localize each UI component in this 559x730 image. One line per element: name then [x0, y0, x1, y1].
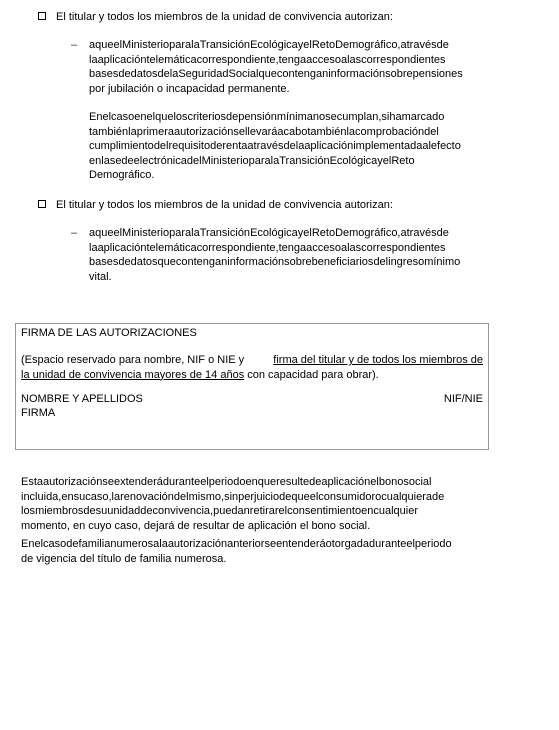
authorization-2-label: El titular y todos los miembros de la unidad de convivencia autorizan: — [56, 199, 393, 211]
word: el — [303, 227, 312, 239]
word: correspondiente, — [196, 53, 279, 66]
word: los — [173, 111, 188, 123]
word: autorización — [174, 125, 234, 138]
word: a — [89, 39, 96, 51]
word: Social — [228, 68, 259, 80]
word: la — [128, 125, 137, 138]
nif-label: NIF/NIE — [443, 393, 483, 405]
word: la — [89, 53, 98, 66]
word: bono — [378, 476, 404, 488]
word: llevará — [244, 125, 278, 138]
word: de — [436, 39, 449, 51]
word: caso, — [85, 490, 112, 503]
word: de — [118, 256, 131, 268]
word: periodo — [414, 538, 452, 550]
word: anterior — [227, 538, 265, 550]
word: sede — [109, 154, 134, 167]
word: a — [400, 227, 407, 239]
last-line: vital. — [89, 270, 112, 283]
word: Ministerio — [122, 39, 170, 51]
desc-suffix: con capacidad para obrar). — [244, 368, 379, 381]
word: Seguridad — [178, 68, 229, 80]
justified-line — [21, 504, 498, 519]
word: a — [400, 39, 407, 51]
word: la — [191, 227, 200, 239]
word: incluida, — [21, 490, 62, 503]
word: se — [102, 476, 114, 488]
word: de — [83, 505, 96, 517]
word: a — [340, 241, 348, 254]
authorization-1-item — [89, 38, 498, 96]
word: Esta — [21, 476, 44, 488]
firma-label: FIRMA — [21, 407, 56, 419]
word: a — [340, 53, 348, 66]
justified-line — [89, 255, 498, 270]
word: el — [113, 227, 123, 239]
signature-title: FIRMA DE LAS AUTORIZACIONES — [21, 327, 197, 339]
word: Ecológica — [329, 154, 378, 167]
word: su — [73, 490, 86, 503]
word: de — [436, 227, 449, 239]
word: correspondientes — [361, 241, 446, 254]
word: otorgada — [325, 538, 370, 550]
desc-prefix: (Espacio reservado para nombre, NIF o NIE y — [21, 354, 248, 366]
word: perjuicio — [238, 490, 280, 503]
word: efecto — [430, 140, 461, 152]
word: que — [155, 111, 174, 123]
word: mínimo — [424, 256, 461, 268]
word: el — [370, 476, 379, 488]
word: aplicación — [321, 476, 371, 488]
word: también — [307, 125, 347, 138]
word: marcado — [401, 111, 445, 123]
word: caso — [111, 111, 135, 123]
word: que — [291, 490, 310, 503]
justified-line — [89, 53, 498, 68]
word: se — [264, 538, 277, 550]
word: Reto — [311, 39, 336, 51]
word: Ministerio — [201, 154, 249, 167]
word: periodo — [208, 476, 246, 488]
word: pensión — [238, 111, 277, 123]
word: beneficiarios — [311, 256, 374, 268]
authorization-2-checkbox[interactable] — [38, 200, 46, 208]
footer-paragraph-1 — [21, 475, 498, 533]
word: y — [297, 227, 304, 239]
word: el — [278, 505, 288, 517]
word: aplicación — [97, 53, 147, 66]
last-line: de vigencia del título de familia numerosa. — [21, 552, 227, 565]
word: autorización — [43, 476, 103, 488]
word: la — [89, 241, 98, 254]
word: comprobación — [355, 125, 425, 138]
word: Ecológica — [250, 227, 298, 239]
word: no — [312, 111, 326, 123]
word: correspondientes — [361, 53, 446, 66]
justified-line — [89, 241, 498, 256]
word: del — [153, 140, 169, 152]
word: tenga — [278, 53, 307, 66]
word: y — [297, 39, 304, 51]
word: Transición — [279, 154, 330, 167]
word: primera — [136, 125, 174, 138]
word: telemática — [146, 53, 197, 66]
word: Transición — [199, 227, 251, 239]
word: las — [347, 53, 362, 66]
authorization-1-note — [89, 110, 498, 183]
word: a — [89, 227, 96, 239]
word: la — [191, 39, 200, 51]
word: ha — [389, 111, 402, 123]
word: a — [247, 140, 254, 152]
justified-line — [89, 67, 498, 82]
word: del — [173, 490, 189, 503]
word: cumplimiento — [89, 140, 154, 152]
word: convivencia, — [152, 505, 214, 517]
word: social — [403, 476, 432, 488]
last-line: Demográfico. — [89, 169, 155, 181]
name-label: NOMBRE Y APELLIDOS — [21, 393, 143, 405]
word: través — [406, 227, 437, 239]
justified-line — [21, 475, 498, 490]
word: extenderá — [113, 476, 163, 488]
justified-line — [21, 537, 498, 552]
word: de — [226, 111, 239, 123]
word: consumidor — [318, 490, 376, 503]
word: acceso — [306, 241, 341, 254]
word: el — [406, 538, 415, 550]
word: durante — [162, 476, 201, 488]
word: contengan — [175, 256, 228, 268]
word: bases — [89, 256, 119, 268]
word: la — [101, 154, 110, 167]
word: sobre — [385, 68, 413, 80]
word: acceso — [306, 53, 341, 66]
word: aplicación — [304, 140, 354, 152]
word: de — [279, 490, 292, 503]
word: numerosa — [110, 538, 160, 550]
word: se — [233, 125, 245, 138]
word: en — [361, 505, 374, 517]
word: electrónica — [133, 154, 187, 167]
word: en — [61, 490, 74, 503]
word: autorización — [167, 538, 228, 550]
word: de — [309, 476, 322, 488]
word: que — [157, 256, 176, 268]
word: el — [34, 538, 44, 550]
word: renovación — [120, 490, 174, 503]
word: requisito — [168, 140, 211, 152]
word: En — [21, 538, 35, 550]
signature-box[interactable] — [15, 323, 489, 450]
word: el — [146, 111, 156, 123]
word: retirar — [249, 505, 279, 517]
word: se — [325, 111, 337, 123]
dash-bullet: – — [71, 39, 78, 51]
authorization-1-checkbox[interactable] — [38, 12, 46, 20]
word: la — [270, 154, 280, 167]
authorization-option-1[interactable] — [38, 10, 508, 25]
word: que — [95, 227, 114, 239]
word: Ecológica — [250, 39, 298, 51]
footer-paragraph-2 — [21, 537, 498, 566]
word: En — [89, 111, 103, 123]
justified-line — [89, 38, 498, 53]
word: través — [253, 140, 284, 152]
word: que — [257, 476, 277, 488]
word: la — [169, 68, 179, 80]
word: telemática — [146, 241, 197, 254]
word: en — [134, 111, 147, 123]
word: Demográfico, — [335, 39, 401, 51]
word: sin — [224, 490, 239, 503]
word: información — [227, 256, 285, 268]
word: las — [347, 241, 362, 254]
word: cualquier — [373, 505, 418, 517]
word: de — [118, 68, 131, 80]
word: mínima — [276, 111, 313, 123]
word: para — [169, 39, 192, 51]
word: su — [95, 505, 108, 517]
word: durante — [369, 538, 407, 550]
word: Transición — [199, 39, 251, 51]
word: ingreso — [388, 256, 425, 268]
word: de — [283, 140, 296, 152]
word: y — [377, 154, 383, 167]
word: del — [373, 256, 389, 268]
authorization-2-item — [89, 226, 498, 284]
word: información — [328, 68, 386, 80]
word: datos — [130, 256, 158, 268]
word: el — [382, 154, 392, 167]
word: Reto — [311, 227, 336, 239]
word: sobre — [284, 256, 312, 268]
word: en — [89, 154, 102, 167]
signature-description — [21, 353, 483, 382]
dash-bullet: – — [71, 227, 78, 239]
last-line: momento, en cuyo caso, dejará de resultar de aplicación el bono social. — [21, 519, 371, 532]
word: el — [113, 39, 123, 51]
word: miembros — [35, 505, 84, 517]
word: través — [406, 39, 437, 51]
word: que — [95, 39, 114, 51]
justified-line — [89, 139, 498, 154]
word: al — [422, 140, 431, 152]
word: la — [346, 125, 356, 138]
word: del — [424, 125, 439, 138]
word: el — [200, 476, 209, 488]
word: para — [169, 227, 192, 239]
word: puedan — [213, 505, 250, 517]
word: si — [381, 111, 390, 123]
word: unidad — [107, 505, 141, 517]
word: pensiones — [412, 68, 463, 80]
word: Ministerio — [122, 227, 170, 239]
justified-line — [89, 226, 498, 241]
word: criterios — [187, 111, 227, 123]
word: aplicación — [97, 241, 147, 254]
word: consentimiento — [287, 505, 362, 517]
word: de — [157, 68, 170, 80]
word: mismo, — [188, 490, 225, 503]
authorization-option-2[interactable] — [38, 198, 508, 213]
justified-line — [89, 110, 498, 125]
name-nif-row — [21, 392, 483, 407]
word: cabo — [283, 125, 308, 138]
justified-line — [89, 154, 498, 169]
word: implementada — [353, 140, 423, 152]
word: el — [303, 39, 312, 51]
word: cualquiera — [381, 490, 433, 503]
word: de — [66, 538, 79, 550]
word: de — [140, 505, 153, 517]
word: la — [159, 538, 168, 550]
word: o — [375, 490, 382, 503]
word: Demográfico, — [335, 227, 401, 239]
word: para — [248, 154, 271, 167]
word: entenderá — [276, 538, 326, 550]
word: caso — [43, 538, 67, 550]
word: cumplan, — [336, 111, 382, 123]
word: de — [210, 140, 223, 152]
word: de — [432, 490, 445, 503]
word: datos — [130, 68, 158, 80]
word: familia — [78, 538, 111, 550]
word: tenga — [278, 241, 307, 254]
word: la — [111, 490, 121, 503]
word: el — [102, 111, 112, 123]
word: renta — [222, 140, 248, 152]
word: que — [258, 68, 277, 80]
word: del — [186, 154, 202, 167]
word: correspondiente, — [196, 241, 279, 254]
word: bases — [89, 68, 119, 80]
word: Reto — [391, 154, 415, 167]
word: la — [295, 140, 305, 152]
word: a — [277, 125, 284, 138]
word: los — [21, 505, 36, 517]
word: el — [309, 490, 319, 503]
authorization-1-label: El titular y todos los miembros de la unidad de convivencia autorizan: — [56, 11, 393, 23]
word: en — [245, 476, 258, 488]
desc-underlined-2: la unidad de convivencia mayores de 14 años — [21, 368, 245, 381]
justified-line — [21, 490, 498, 505]
last-line: por jubilación o incapacidad permanente. — [89, 82, 290, 95]
justified-line — [89, 125, 498, 140]
desc-underlined-1: firma del titular y de todos los miembros de — [273, 354, 483, 366]
word: resulte — [276, 476, 310, 488]
word: contengan — [276, 68, 329, 80]
word: también — [89, 125, 129, 138]
